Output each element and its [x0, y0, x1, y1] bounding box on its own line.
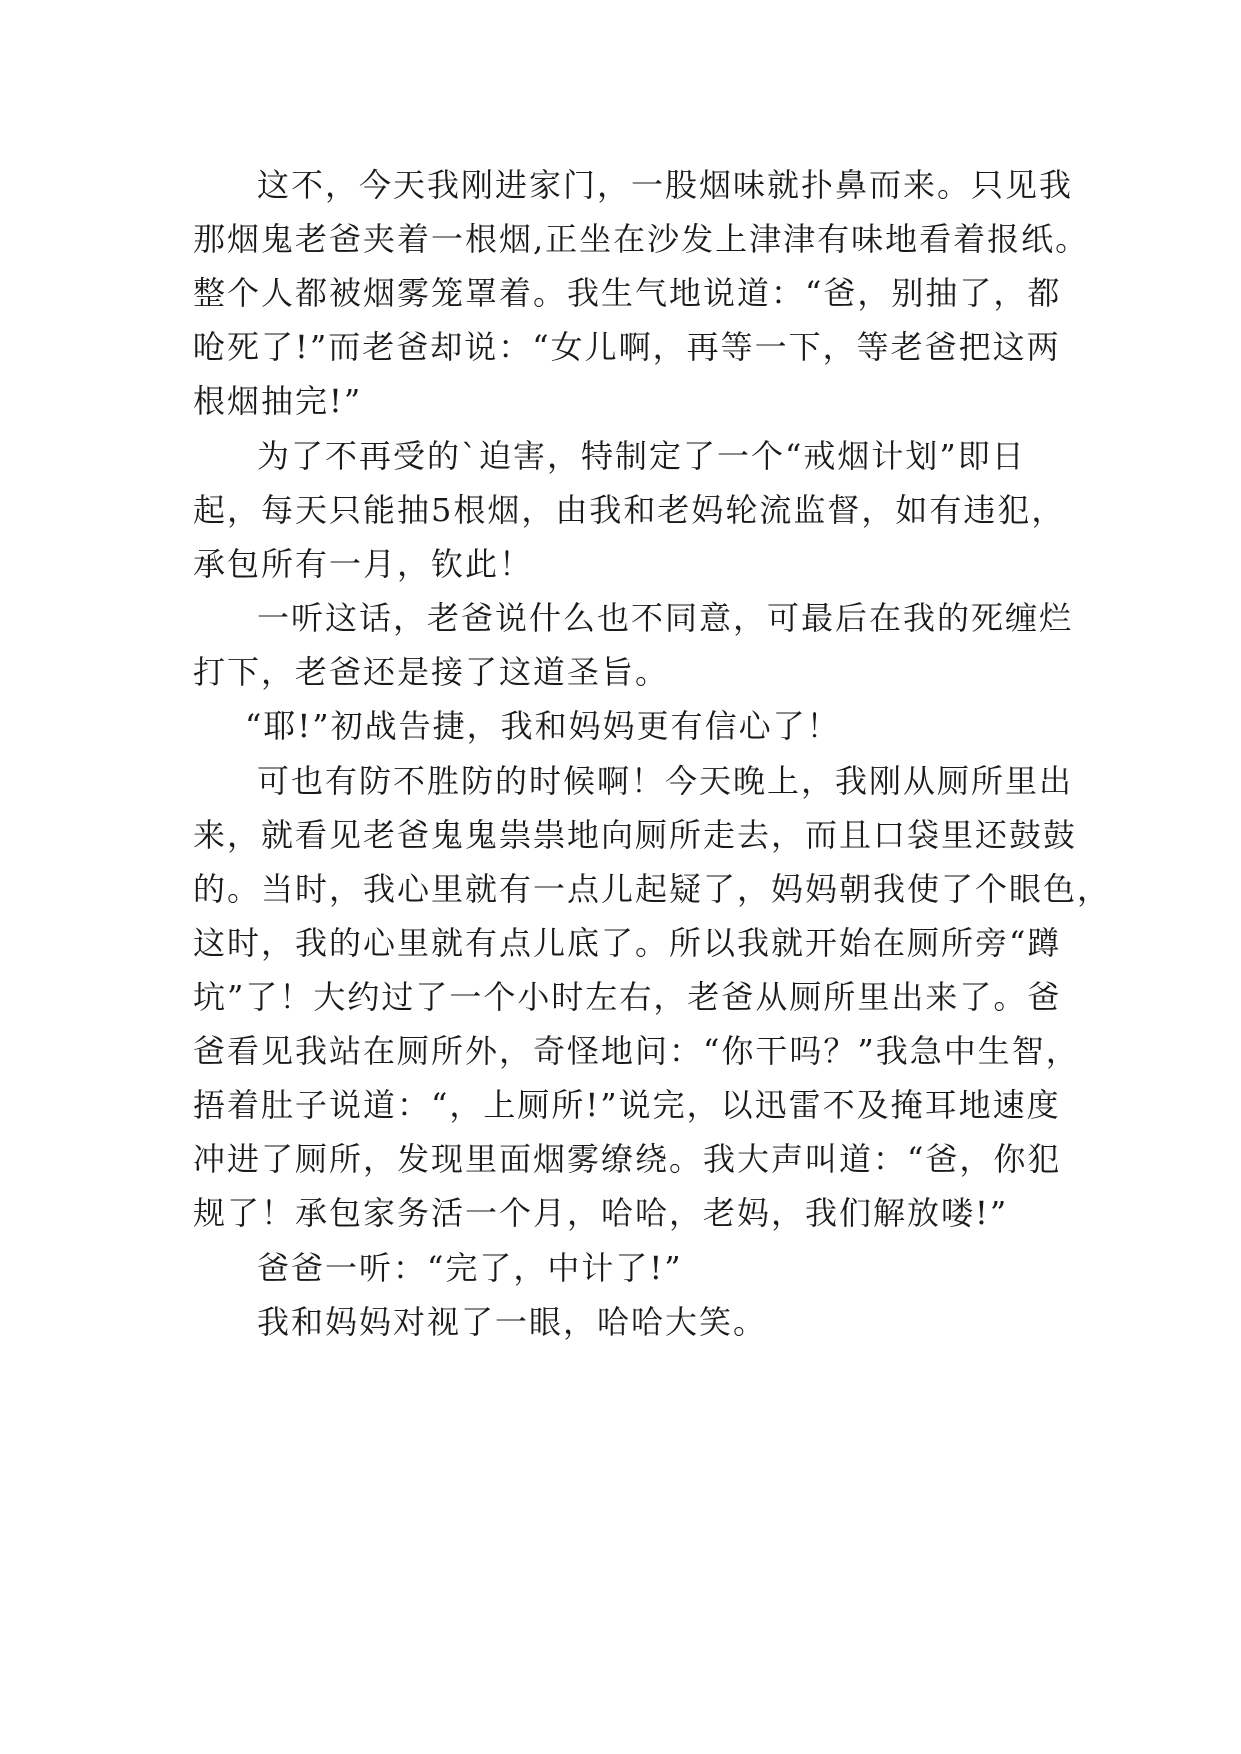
paragraph-5-line-7: 捂着肚子说道：“，上厕所!”说完，以迅雷不及掩耳地速度: [193, 1086, 1061, 1124]
paragraph-2-line-2: 起，每天只能抽5根烟，由我和老妈轮流监督，如有违犯，: [193, 491, 1066, 529]
paragraph-3-line-1: 一听这话，老爸说什么也不同意，可最后在我的死缠烂: [257, 599, 1074, 637]
paragraph-5-line-5: 坑”了！大约过了一个小时左右，老爸从厕所里出来了。爸: [193, 978, 1062, 1016]
paragraph-1-line-4: 呛死了!”而老爸却说：“女儿啊，再等一下，等老爸把这两: [193, 328, 1061, 366]
paragraph-5-line-1: 可也有防不胜防的时候啊！今天晚上，我刚从厕所里出: [257, 762, 1074, 800]
paragraph-1-line-1: 这不，今天我刚进家门，一股烟味就扑鼻而来。只见我: [257, 166, 1074, 204]
paragraph-5-line-9: 规了！承包家务活一个月，哈哈，老妈，我们解放喽!”: [193, 1194, 1009, 1232]
paragraph-5-line-3: 的。当时，我心里就有一点儿起疑了，妈妈朝我使了个眼色，: [193, 870, 1112, 908]
paragraph-6-line-1: 爸爸一听：“完了，中计了!”: [257, 1249, 683, 1287]
paragraph-5-line-4: 这时，我的心里就有点儿底了。所以我就开始在厕所旁“蹲: [193, 924, 1062, 962]
paragraph-2-line-3: 承包所有一月，钦此！: [193, 545, 534, 583]
paragraph-2-line-1: 为了不再受的`迫害，特制定了一个“戒烟计划”即日: [257, 437, 1026, 475]
paragraph-5-line-6: 爸看见我站在厕所外，奇怪地问：“你干吗？”我急中生智，: [193, 1032, 1080, 1070]
paragraph-1-line-5: 根烟抽完!”: [193, 382, 363, 420]
paragraph-7-line-1: 我和妈妈对视了一眼，哈哈大笑。: [257, 1303, 768, 1341]
paragraph-5-line-8: 冲进了厕所，发现里面烟雾缭绕。我大声叫道：“爸，你犯: [193, 1140, 1062, 1178]
paragraph-4-line-1: “耶!”初战告捷，我和妈妈更有信心了！: [245, 707, 841, 745]
paragraph-1-line-2: 那烟鬼老爸夹着一根烟,正坐在沙发上津津有味地看着报纸。: [193, 220, 1090, 258]
paragraph-3-line-2: 打下，老爸还是接了这道圣旨。: [193, 653, 670, 691]
paragraph-1-line-3: 整个人都被烟雾笼罩着。我生气地说道：“爸，别抽了，都: [193, 274, 1062, 312]
paragraph-5-line-2: 来，就看见老爸鬼鬼祟祟地向厕所走去，而且口袋里还鼓鼓: [193, 816, 1078, 854]
